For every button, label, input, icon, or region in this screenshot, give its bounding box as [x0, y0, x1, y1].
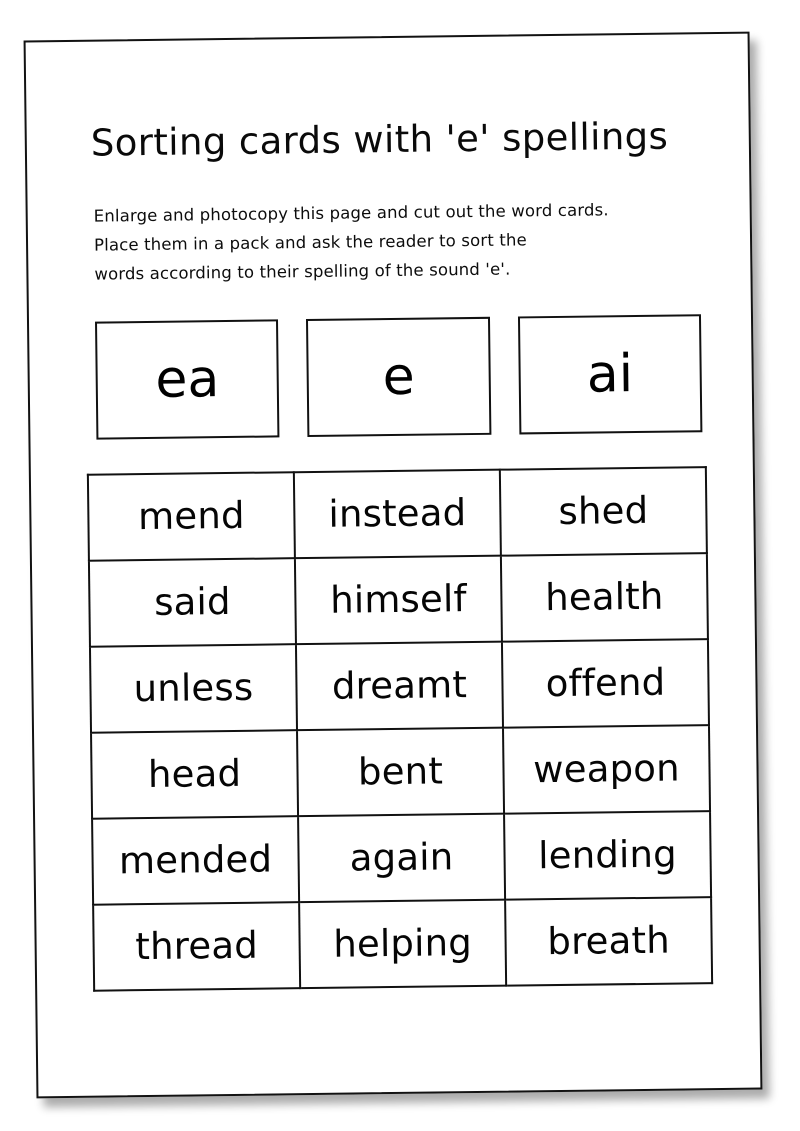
sorting-header-card[interactable]: [518, 314, 703, 434]
word-card[interactable]: unless: [90, 644, 297, 733]
table-row: [89, 553, 708, 647]
instruction-line: words according to their spelling of the sound 'e'.: [94, 259, 511, 284]
word-card-grid: [87, 466, 713, 992]
sorting-header-label: ea: [155, 348, 220, 410]
instruction-line: Enlarge and photocopy this page and cut out the word cards.: [93, 200, 609, 226]
word-card[interactable]: said: [89, 558, 296, 647]
sorting-header-card[interactable]: [95, 319, 280, 439]
instructions-block: [94, 195, 701, 289]
word-card[interactable]: helping: [299, 899, 506, 988]
table-row: [93, 897, 712, 991]
table-row: [92, 811, 711, 905]
word-card[interactable]: again: [298, 813, 505, 902]
word-card[interactable]: lending: [504, 811, 711, 900]
word-card[interactable]: mended: [92, 816, 299, 905]
word-card[interactable]: weapon: [503, 725, 710, 814]
sorting-header-cards: [95, 314, 702, 439]
instruction-line: Place them in a pack and ask the reader to sort the: [93, 230, 527, 255]
table-row: [90, 639, 709, 733]
worksheet-content: [26, 34, 761, 1097]
sorting-header-label: ai: [586, 343, 634, 405]
table-row: [88, 467, 707, 561]
word-card[interactable]: breath: [505, 897, 712, 986]
table-row: [91, 725, 710, 819]
word-card[interactable]: head: [91, 730, 298, 819]
sorting-header-card[interactable]: [306, 316, 491, 436]
word-card[interactable]: thread: [93, 902, 300, 991]
word-card[interactable]: mend: [88, 472, 295, 561]
word-card[interactable]: instead: [294, 469, 501, 558]
worksheet-sheet: [24, 32, 763, 1099]
word-card[interactable]: health: [501, 553, 708, 642]
word-card[interactable]: offend: [502, 639, 709, 728]
word-card[interactable]: shed: [500, 467, 707, 556]
word-card[interactable]: dreamt: [296, 641, 503, 730]
sorting-header-label: e: [382, 346, 416, 407]
word-card[interactable]: himself: [295, 555, 502, 644]
page-title: Sorting cards with 'e' spellings: [90, 114, 669, 165]
word-card[interactable]: bent: [297, 727, 504, 816]
